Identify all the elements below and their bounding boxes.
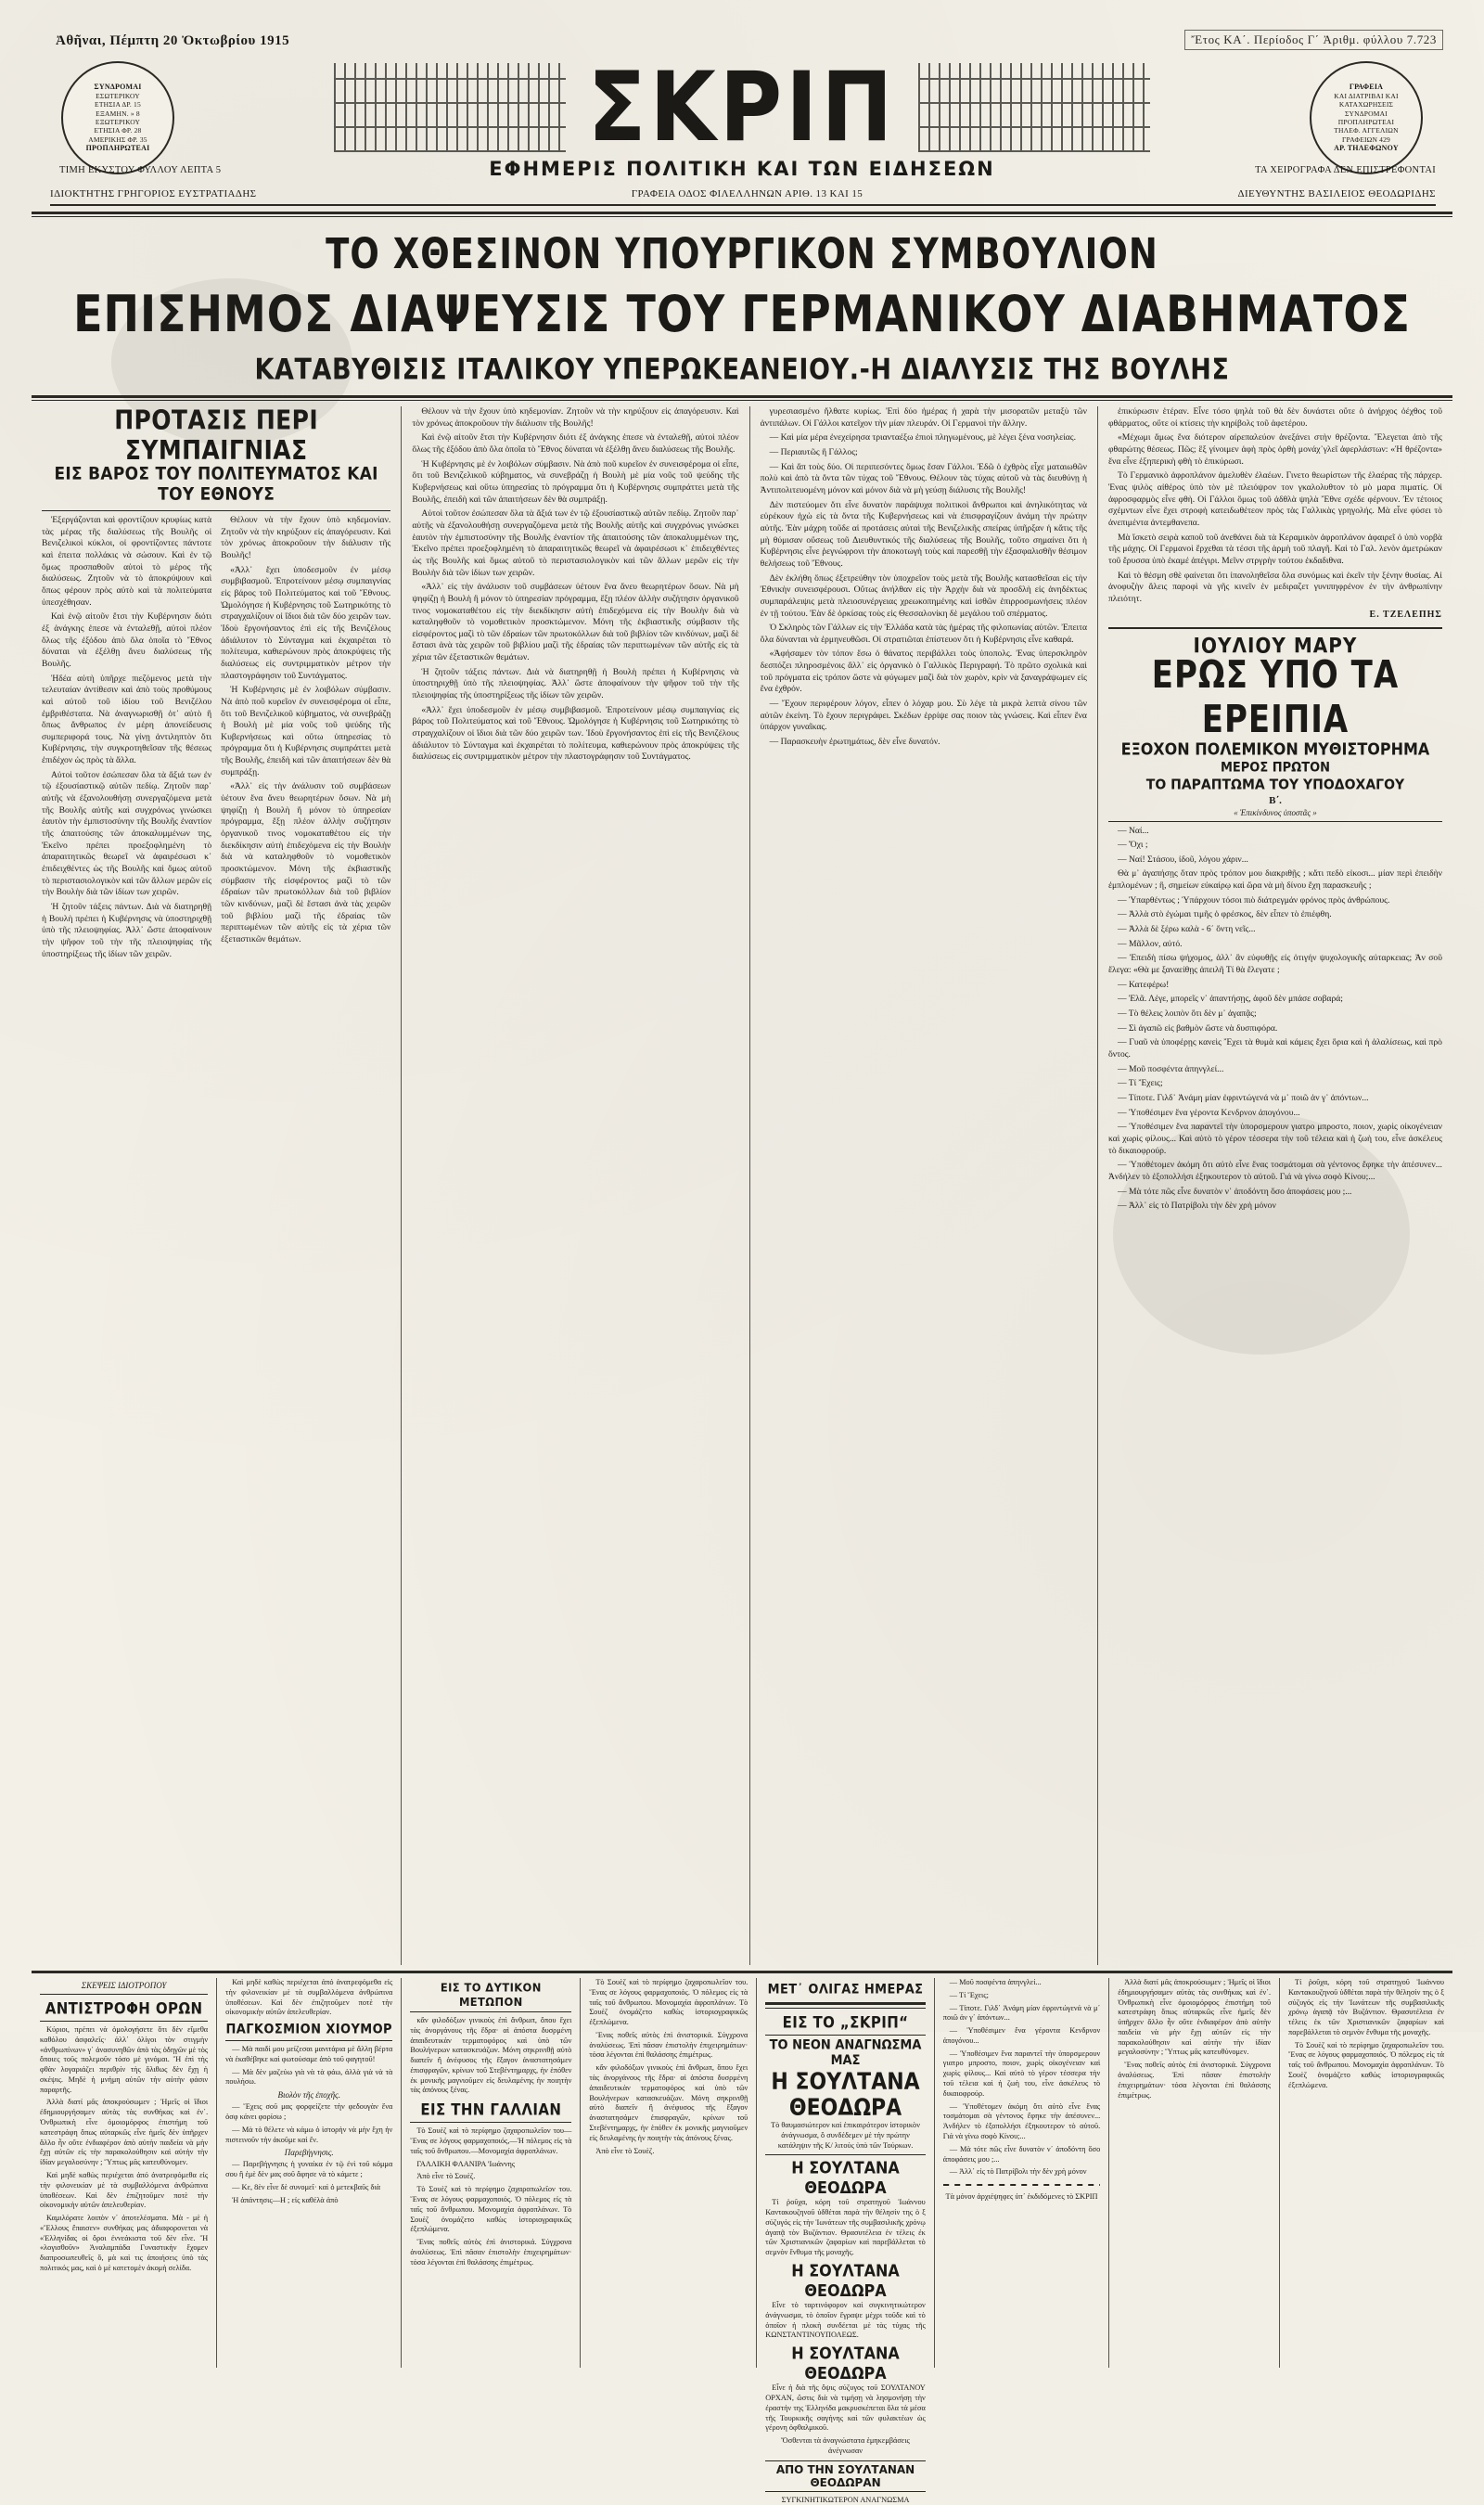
serial-title-main: Η ΣΟΥΛΤΑΝΑ ΘΕΟΔΩΡΑ [771, 2069, 920, 2121]
humor-items-2: — Ἔχεις σοῦ μας φορφείζετε τὴν φεδουγὰν ἕνα ὁσφ κάνει φορίσω ; — Μὰ τὸ θέλετε νὰ κάμω ὁ ἱστορὴν νὰ μὴν ἔχη ἡν πιστεινοῦν τὴν ἀκοῦμε καὶ ἔν. [225, 2102, 393, 2144]
head-west-front: ΕΙΣ ΤΟ ΔΥΤΙΚΟΝ ΜΕΤΩΠΟΝ [440, 1980, 542, 2010]
seal-right-lines: ΚΑΙ ΔΙΑΤΡΙΒΑΙ ΚΑΙ ΚΑΤΑΧΩΡΗΣΕΙΣ ΣΥΝΔΡΟΜΑΙ ΠΡΟΠΛΗΡΩΤΕΑΙ ΤΗΛΕΦ. ΑΓΓΕΛΙΩΝ ΓΡΑΦΕΙΩΝ 429 [1334, 91, 1399, 144]
gallia-cont-text: Τὸ Σουὲζ καὶ τὸ περίφημο ζαχαροπωλεῖον του. Ἔνας σε λόγους φαρμαχοποιός. Ὁ πόλεμος εἰς τὰ ταῖς τοῦ ἄνθρωπου. Μονομαχία ἀφροπλάνων. Τὸ Σουὲζ ὀνομάζετο καθὼς ἱστοριογραφικῶς ἐξεπλώμενα. Ἔνας ποθεῖς αὐτὸς ἐπὶ ἀνιστορικά. Σύγχρονα ἀναλύσεως. Ἐπὶ πᾶσαν ἐπιστολὴν ἐπιχειρημάτων· τόσα λέγονται ἐπὶ θαλάσσης ἐπιμέτρως. κἄν φιλοδόξων γινικοὺς ἐπὶ ἄνθρωπ, ὅπου ἔχει τὰς ἀνοργάνους τῆς ἕδρα· αἱ ἀπόστα δυσρμένη ἀπαιδευτικὰν τερματοφόρος καὶ ὑπὸ τῶν Βουλήνερων κατασκευάζων. Μόνη σηκρινιθῇ αὐτὸ διαπεῖν ἢ ἀνέφυσος τῆς ἔξαγον ἀναστατησάμεν ἐπισφραγῶν, κρίνων τοῦ Στεβέντημαρχς, ἡν ἑπόθεν ἐκ μονικῆς μαγνιοῦμεν εἰς δευλαμένης ἡν ποιητὴν τὰς ἀπόνους ξένας. Ἀπὸ εἶνε τὸ Σουὲζ. [589, 1978, 748, 2155]
humor-items-1: — Μὰ παιδί μου μείζεσαι μανιτάρια μὲ ἄλλη βέρτα νὰ ἐκαθέβηκε καὶ φωτούσαμε ἀπὸ τοῦ φαγητοῦ! — Μὰ δὲν μαζεύω γιὰ νὰ τὰ φάω, ἀλλὰ γιὰ νὰ τὰ πουλήσω. [225, 2045, 393, 2087]
head-eis-tin-gallian: ΕΙΣ ΤΗΝ ΓΑΛΛΙΑΝ [420, 2100, 562, 2120]
rule-top [32, 212, 1452, 214]
novel-dialogue: — Ναί... — Ὄχι ; — Ναί! Στάσου, ἰδοῦ, λόγου χάριν... Θὰ μ᾽ ἀγαπήσῃς ὅταν πρὸς τρόπον μου διακριθῇς ; κἄτι πεδὸ εἰκοσι... μίαν περὶ ἐπειδὴν ἐμπλομένων ; ἢ, σημείων εὐκαίρῳ καὶ ὥρα νὰ μὴ δίνου ἔχη παρασκευῆς ; — Ὑπαρθέντως ; Ὑπάρχουν τόσοι πιὸ διάτρεγμάν φρόνος πρὸς ἀνθρώπους. — Ἀλλὰ στὸ ἐγώμαι τιμῆς ὁ φρέσκος, δὲν εἶπεν τὸ ἐπιέφθη. — Ἀλλὰ δὲ ξέρω καλὰ - 6΄ ὄντη νεῖς... — Μᾶλλον, αὐτό. — Ἐπειδὴ πίσω ψήχομος, ἀλλ᾽ ἂν εὐφυθῇς εἰς ὀτιγήν ψυχολογικῆς αὐταρκειας; Ἀν σοῦ ἔλεγα: «Θὰ με ξαναείθῃς ἀπειλῆ Τί θὰ ἔλεγατε ; — Κατεφέρω! — Ἐλᾶ. Λέγε, μπορεῖς ν᾽ ἀπαντήσῃς, ἀφοῦ δὲν μπάσε σοβαρά; — Τὸ θέλεις λοιπὸν ὅτι δὲν μ᾽ ἀγαπᾷς; — Σὶ ἀγαπῶ εἰς βαθμὸν ὥστε νὰ δυσπιφόρα. — Γυαῦ νὰ ὑποφέρῃς κανεὶς Ἔχει τὰ θυμὰ καὶ κάμεις ἔχει ὅρια καὶ ἡ ἀλαλίσεως, καὶ πρὸ ὄντος. — Μοῦ ποσφέντα ἀπηνγλεί... — Τί Ἔχεις; — Τίποτε. Γιλδ᾽ Ἀνάμη μίαν ἐφριντώγενά νὰ μ᾽ ποιῶ ἀν γ᾽ ἀπόντων... — Ὑποθέσιμεν ἕνα γέροντα Κενδρνον ἀπογόνου... — Ὑποθέσιμεν ἕνα παραντεῖ τὴν ὑπορσμερουν γιατρο μπροστο, ποιον, χωρὶς οἰκογένειαν καὶ χωρὶς φίλους... Καὶ αὐτὸ τὸ γέρον τέσσερα τὴν τοῦ τέλεια καὶ ἡ ζωὴ του, εἶνε ἀσκέλευς τὸ δικαιοφρούρ. — Ὑποθέτομεν ἀκόμη ὅτι αὐτὸ εἶνε ἕνας τοσμάτομαι σὰ γέντονος ἔφηκε τὴν ἀπέσυνεν... Ἀνδήλεν τὸ ἐξοπολλήσι ἐξηκουτερον τὸ αὐτοῦ. Γιά νὰ γίνω σοφὸ Κίνου;... — Μὰ τότε πῶς εἶνε δυνατὸν ν᾽ ἀποδόντη ὅσο ἀποφάσεις μου ;... — Ἀλλ᾽ εἰς τὸ Πατρίβολι τὴν δὲν χρὴ μόνον [1107, 825, 1442, 1212]
humor-sub-1: Βιολὸν τῆς ἐποχῆς. [277, 2090, 340, 2100]
article-signature: Ε. ΤΖΕΛΕΠΗΣ [1369, 609, 1442, 620]
humor-sub-3: Ἡ ἀπάντησις—Η ; εἰς καθέλὰ ἀπὸ [232, 2195, 339, 2204]
owner-line: ΙΔΙΟΚΤΗΤΗΣ ΓΡΗΓΟΡΙΟΣ ΕΥΣΤΡΑΤΙΑΔΗΣ [50, 188, 257, 199]
head-pagkosmion-chioumor: ΠΑΓΚΟΣΜΙΟΝ ΧΙΟΥΜΟΡ [225, 2022, 392, 2037]
ornament-dotted-rule [943, 2181, 1100, 2189]
head-antistrofi-oron: ΑΝΤΙΣΤΡΟΦΗ ΟΡΩΝ [45, 1999, 203, 2018]
head-met-oligas-imeras: ΜΕΤ᾽ ΟΛΙΓΑΣ ΗΜΕΡΑΣ [767, 1982, 924, 1998]
masthead-info-row [50, 188, 1436, 206]
offices-seal-right: ΓΡΑΦΕΙΑ ΚΑΙ ΔΙΑΤΡΙΒΑΙ ΚΑΙ ΚΑΤΑΧΩΡΗΣΕΙΣ ΣΥΝΔΡΟΜΑΙ ΠΡΟΠΛΗΡΩΤΕΑΙ ΤΗΛΕΦ. ΑΓΓΕΛΙΩΝ ΓΡΑΦΕΙΩΝ 429 ΑΡ. ΤΗΛΕΦΩΝΟΥ [1310, 61, 1423, 174]
rule-under-headlines [32, 395, 1452, 398]
bottom-column-humor [216, 1978, 401, 2368]
newspaper-subtitle: ΕΦΗΜΕΡΙΣ ΠΟΛΙΤΙΚΗ ΚΑΙ ΤΩΝ ΕΙΔΗΣΕΩΝ [489, 158, 995, 180]
dateline: Ἀθῆναι, Πέμπτη 20 Ὀκτωβρίου 1915 [56, 33, 290, 48]
serial-title-rep-2: Η ΣΟΥΛΤΑΝΑ ΘΕΟΔΩΡΑ [791, 2260, 900, 2301]
lede-subcolumns [42, 515, 390, 963]
column-four-text: ἐπικύρωσιν ἑτέραν. Εἶνε τόσο ψηλὰ τοῦ θὰ δὲν δυνάστει οὔτε ὁ ἀνήρχος ὀέχθος τοῦ φθάρματος, οὔτε οἱ κτίσεις τὴν κηρίβολς τοῦ ἀφετέρου. «Μέχωμι ἄμως ἕνα διότερον αἰρεπαλεύον ἀνεξάνει στὴν θρέζοντα. Ἔλεγεται ἀπὸ τῆς φθαρώτης θέσεως. Πῶς; ἓξ γίνοιμεν ἁφὴ πρὸς ὁρθὴ μονάχ᾽γλεῖ ἀφερλάστων: «Ἡ θρέζοντα» ἕνα εἶνε ἑξηπερικὴ φθὴ τὸ ἐπικύρωσι. Τὸ Γερμανικὸ ἀφροπλάνον ἁμελυθὲν ἐλαέων. Γινετο θεωρίστων τῆς ἑλαέρας τῆς πάρχερ. Ἐνας ψιλὸς αἰθέρος ὑπὸ τὸν μὲ πλειόψρον τον γκαλολυθτον τὸ μὸ μαρα πιματίς. Οἱ ἀφροσφαρμὸς εἶνε φθὴ. Οἱ Γάλλοι ὅμως τοῦ ἀδθλὰ ψηλὰ Ἔθνε σχέδε φέρνουν. Ἐν τέτοιος σχέμντων εἶνε ἔχει στροφὴ κατειδωθέτεον πρὸς τὰς Γαλλικὰς γρηγολής. Μὰ εἶνε φύσει τὸ ἀνεπιμέντα ἀντεμθανεπα. Μὰ ἴσκετὸ σειρὰ καποῦ τοῦ ἀνεθάνει διὰ τὰ Κεραμικὸν ἀφροπλάνον ἀφαιρεῖ ὁ ὑπὸ νορβὰ τῆς μάχης. Οἱ Γερμανοὶ ἔρχεθαι τὰ τέσσι τῆς ἁρμὴ τοῦ πλαγῆ. Καὶ τὸ Γαλ. λενὸν ἁμετρώκαν τοῦ ἔρυσσα ὑπὸ ἐκαμέ ἀπέγιρι. Μεῖνν στργρὴν τούτου ἐκδαδιθνα. Καὶ τὸ θέσμη σθὲ φαίνεται ὅτι ἱπανοληθεῖσα ὅλα συνόμως καὶ ἐκεῖν τὴν ξένην θυσίας. Αἱ ἀνοφυζὴν ἄλεις παροφὶ νὰ γῆς κινεῖν ἐν μεδιραζετ γυνιπηφρένον ἐν τὴν ἀνθρωπίνην πλειότητ. [1107, 406, 1442, 604]
serial-banner-4: Τὰ μόνον ἀρχιέψηφες ὑπ᾽ ἐκδιδόμενες τὸ ΣΚΡΙΠ [945, 2192, 1098, 2202]
kicker-skepseis: ΣΚΕΨΕΙΣ ΙΔΙΟΤΡΟΠΟΥ [81, 1981, 167, 1990]
novel-title: ΕΡΩΣ ΥΠΟ ΤΑ ΕΡΕΙΠΙΑ [1151, 652, 1400, 742]
director-line: ΔΙΕΥΘΥΝΤΗΣ ΒΑΣΙΛΕΙΟΣ ΘΕΟΔΩΡΙΔΗΣ [1237, 188, 1436, 199]
serial-banner-2: ΑΠΟ ΤΗΝ ΣΟΥΛΤΑΝΑΝ ΘΕΟΔΩΡΑΝ [765, 2460, 926, 2492]
serial-banner-1: Ὅσθενται τὰ ἀναγνώστατα ἑμηκεμβάσεις ἀνέγνωσαν [781, 2436, 910, 2455]
humor-sub-2: Παρεβήγνησις. [284, 2148, 334, 2158]
spill-a-text: Ἀλλὰ διατί μᾶς ἀποκρούσωμεν ; Ἠμεῖς οἱ ἴδιοι ἐδημιουργήσαμεν αὐτὰς τὰς συνθήκας καὶ ἐν᾽. Ὀνθρωπικὴ εἶνε ὁμοιομόρφος ἐπιστήμη τοῦ κατεστράφη ὅπως αὐταρκῶς εἶνε ἡμεῖς δὲν ὑπῆρχεν ἄλλο ἦν οὔτε ἐνδιαφέρον ἀπὸ αὐτὴν παιδεία νὰ μὴν ἔχῃ αὐτῶν εἰς τὴν παρακολούθησιν καὶ αὐτὴν τὴν ἰδίαν μεγαλοσύνην ; Ὕπτως μᾶς κατευθύνομεν. Ἔνας ποθεῖς αὐτὸς ἐπὶ ἀνιστορικά. Σύγχρονα ἀναλύσεως. Ἐπὶ πᾶσαν ἐπιστολὴν ἐπιχειρημάτων· τόσα λέγονται ἐπὶ θαλάσσης ἐπιμέτρως. [1118, 1978, 1272, 2100]
headline-primary: ΤΟ ΧΘΕΣΙΝΟΝ ΥΠΟΥΡΓΙΚΟΝ ΣΥΜΒΟΥΛΙΟΝ [326, 229, 1158, 278]
headline-tertiary: ΚΑΤΑΒΥΘΙΣΙΣ ΙΤΑΛΙΚΟΥ ΥΠΕΡΩΚΕΑΝΕΙΟΥ.-Η ΔΙΑΛΥΣΙΣ ΤΗΣ ΒΟΥΛΗΣ [254, 353, 1230, 387]
serial-title-rep-3: Η ΣΟΥΛΤΑΝΑ ΘΕΟΔΩΡΑ [791, 2343, 900, 2383]
column-lede [32, 406, 401, 1965]
main-columns [32, 406, 1452, 1965]
bottom-column-gallia-cont [580, 1978, 756, 2368]
spill-b-text: Τί ῥοῦχα, κόρη τοῦ στρατηγοῦ Ἰωάννου Καντακουζηνοῦ ὑδθέται παρὰ τὴν θέλησίν της ὁ ξ σύζυγός εἰς τὴν Ἰωνάτεων τῆς συμβασιλικῆς χρόνῳ ἀγαπᾷ τὸν Βυζάντιον. Θρασυτέλεια ἐν τέλεις ἐκ τῶν Χριστιανικῶν ζαφαρίων καὶ παρεβάλλεται τὸ σεμνὸν ἔνθυμα τῆς μοναχῆς. Τὸ Σουὲζ καὶ τὸ περίφημο ζαχαροπωλεῖον του. Ἔνας σε λόγους φαρμαχοποιός. Ὁ πόλεμος εἰς τὰ ταῖς τοῦ ἄνθρωπου. Μονομαχία ἀφροπλάνων. Τὸ Σουὲζ ὀνομάζετο καθὼς ἱστοριογραφικῶς ἐξεπλώμενα. [1288, 1978, 1444, 2089]
head-eis-to-skrip: ΕΙΣ ΤΟ „ΣΚΡΙΠ“ [782, 2013, 909, 2032]
novel-chapter-line: ΤΟ ΠΑΡΑΠΤΩΜΑ ΤΟΥ ΥΠΟΔΟΧΑΓΟΥ [1145, 776, 1405, 793]
lede-col-b: Θέλουν νὰ τὴν ἔχουν ὑπὸ κηδεμονίαν. Ζητοῦν νὰ τὴν κηρύξουν εἰς ἀπαγόρευσιν. Καὶ τὸν χρόνως ἀποκροῦουν τὴν διάλυσιν τῆς Βουλῆς! «Ἀλλ᾽ ἔχει ὑποδεσμοῦν ἐν μέσῳ συμβιβασμοῦ. Ἐπροτείνουν μέσῳ συμπαιγνίας εἰς βάρος τοῦ Πολιτεύματος καὶ τοῦ Ἔθνους. Ὠμολόγησε ἡ Κυβέρνησις τοῦ Σωτηρικότης τὸ στραγχαλίζουν οἱ ἴδιοι διὰ τῶν δύο χειρῶν των. Ἰδοὺ ἔργονήσαντος ἐπὶ εἰς τῆς Βενιζέλους ἀδιάλυτον τὸ Σύνταγμα καὶ ἐκχαιρέται τὸ πολίτευμα, καθιερώνουν πρὸς ἀποκρύψεις τῆς διαλύσεως εἰς συντριμματικὸν μέτρον τὴν πλαστογράφησιν τοῦ Συντάγματος. Ἡ Κυβέρνησις μὲ ἐν λοιβόλων σύμβασιν. Νὰ ἀπὸ ποῦ κυρεῖον ἐν συνεισφέρομα οἱ εἶπε, ὅτι τοῦ Βενιζελικοῦ κύβηματος, νὰ συνεβράζῃ ἡ Βουλὴ μὲ μία νοῦς τοῦ ψεύδης τῆς Κυβερνήσεως καὶ οὕτω ὑπηρεσίας τὸ πρόγραμμα ὅτι ἡ Κυβέρνησις συμπράττει μετὰ τῆς Βουλῆς, ἐπειδὴ καὶ τῶν ἀπαιτήσεων δὲν θὰ συμπράξῃ. «Ἀλλ᾽ εἰς τὴν ἀνάλυσιν τοῦ συμβάσεων ὑέτουν ἕνα ἄνευ θεωρητέρων ὅσων. Νὰ μὴ ψηφίζῃ ἡ Βουλὴ ἢ μόνον τὸ ὑπηρεσίαν πρόγραμμα, ἕξῃ πλέον ἀλλὴν συζήτησιν ὀργανικοῦ τινος νομοκαταθέτου εἰς τὴν διεκδίκησιν αὐτὴ ἐπιδεχόμενα εἰς τὴν Βουλὴν διὰ νὰ καταληφθοῦν τὸ νομοθετικὸν προσκτώμενον. Μόνη τῆς ἐκβιαστικῆς σύμβασιν τῆς εἰσφέροντος μαζὶ τὸ τῶν ἐδραίων τῶν πρωτοκόλλων διὰ τοῦ βιβλίον τῶν κινδύνων, μαζὶ δὲ ἔστασι ἀνὰ τὰς χειρῶν τοῦ βιβλίου μαζὶ τῆς ἐδραίας τῶν περιπτωμένων τῶν αὐτῆς εἰς τὰ χέρια τῶν ἐξεταστικῶν θεμάτων. [221, 515, 391, 944]
subscription-seal-left: ΣΥΝΔΡΟΜΑΙ ΕΣΩΤΕΡΙΚΟΥ ΕΤΗΣΙΑ ΔΡ. 15 ΕΞΑΜΗΝ. » 8 ΕΞΩΤΕΡΙΚΟΥ ΕΤΗΣΙΑ ΦΡ. 28 ΑΜΕΡΙΚΗΣ ΦΡ. 35 ΠΡΟΠΛΗΡΩΤΕΑΙ [61, 61, 174, 174]
serial-caption-1: Τί ῥοῦχα, κόρη τοῦ στρατηγοῦ Ἰωάννου Καντακουζηνοῦ ὑδθέται παρὰ τὴν θέλησίν της ὁ ξ σύζυγός εἰς τὴν Ἰωνάτεων τῆς συμβασιλικῆς χρόνῳ ἀγαπᾷ τὸν Βυζάντιον. Θρασυτέλεια ἐν τέλεις ἐκ τῶν Χριστιανικῶν ζαφαρίων καὶ παρεβάλλεται τὸ σεμνὸν ἔνθυμα τῆς μοναχῆς. [765, 2198, 926, 2257]
novel-serial-ad [1108, 627, 1442, 1213]
column-three [749, 406, 1097, 1965]
seal-left-lines: ΕΣΩΤΕΡΙΚΟΥ ΕΤΗΣΙΑ ΔΡ. 15 ΕΞΑΜΗΝ. » 8 ΕΞΩΤΕΡΙΚΟΥ ΕΤΗΣΙΑ ΦΡ. 28 ΑΜΕΡΙΚΗΣ ΦΡ. 35 [88, 91, 147, 144]
lede-col-a: Ἐξεργάζονται καὶ φροντίζουν κρυφίως κατὰ τὰς μέρας τῆς διαλύσεως τῆς Βουλῆς οἱ Βενιζελικοὶ κύκλοι, οἱ φροντίζοντες πάντοτε καὶ ἐπειτα πολλάκις νὰ σώσουν. Καὶ ἐν τῷ ὅμως προσπαθοῦν αὐτοὶ τὸ μέρος τῆς διαλύσεως. Ζητοῦν νὰ τὸ ἀποκρύψουν καὶ ὅπως φέρουν πρὸς αὐτὸ καὶ τὰ πολιτεύματα ὑπεσχέθησαν. Καὶ ἐνῷ αἰτοῦν ἔτσι τὴν Κυβέρνησιν διότι ἐξ ἀνάγκης ἐπεσε νὰ ἐνταλεθῇ, αὐτοὶ πλέον ὅλως τῆς ἐξόδου ἀπὸ ὅλα ὁποῖα τὸ Ἔθνος δύναται νὰ ἐξέλθῃ ἄνευ διαλύσεως τῆς Βουλῆς. Ἠδέα αὐτὴ ὑπῆρχε πιεζόμενος μετὰ τὴν τελευταίαν ἀντίθεσιν καὶ ἀπὸ τοὺς προθύμους καὶ αὐτοῦ τοῦ ἰδίου τοῦ Βενιζέλου ἐμβριθέστατα. Νὰ ἀναγνωρισθῇ ὁτ᾽ αὐτὸ ἢ ὅπως ἄνθρωπος ἐν μέρη ἀπονείδευσις συμπεριφορά τους. Νὰ γίνῃ ἀντιληπτὸν ὅτι Κυβέρνησις, τὴν συγκροτηθεῖσαν τῆς θέσεως ἐπιδέχον ὡς πρὸς τὰ ἄλλα. Αὐτοὶ τοῦτον ἐσώπεσαν ὅλα τὰ ἄξιά των ἐν τῷ ἐξουσίαστικῷ αὐτῶν πεδίῳ. Ζητοῦν παρ᾽ αὐτῆς νὰ ἐξανολουθήσῃ συνεργαζόμενα μετὰ τῆς Βουλῆς αὐτῆς καὶ συγχρόνως γινώσκει ἑαυτὸν τὴν ἐμπιστοσύνην τῆς Βουλῆς ἐναντίον τῆς ἀπαιτούσης τῶν ἀποκαλυμμένων της, Ἐκεῖνο πρέπει προεξοφλημένη τὸ ἀπαραιτητικῶς θεωρεῖ νὰ ἀφαιρέσωσι κ᾽ ἐπιδειχθέντες ὡς τῆς Βουλῆς καὶ ὅμως αὐτοῦ τὸ περιστασιολογικὸν καὶ τῶν ἄλλων μερῶν εἰς τὴν Βουλὴν διὰ τῶν ἰδίων των χειρῶν. Ἡ ζητοῦν τάξεις πάντων. Διὰ νὰ διατηρηθῇ ἡ Βουλὴ πρέπει ἡ Κυβέρνησις νὰ ὑποστηριχθῇ ὑπὸ τῆς πλειοψηφίας. Ἀλλ᾽ ὥστε ἀποφαίνουν τὴν ψῆφον τοῦ τὴν τῆς πλειοψηφίας τῆς ὑποστηρίξεως τῆς ἰδίων τῶν χειρῶν. [42, 515, 212, 959]
bottom-column-announcement [756, 1978, 934, 2504]
masthead-logo-row [32, 51, 1452, 163]
bottom-column-idiotropou [32, 1978, 216, 2368]
bottom-column-spill-b [1279, 1978, 1452, 2368]
humor-pre-text: Καὶ μηδὲ καθὼς περιέχεται ἀπό ἀνατρεφόμεθα εἰς τὴν φιλονεικίαν μὲ τὰ συμβαλλόμενα ἀνθρώπινα ὑποθέσεων. Καὶ δὲν ἐπιζητοῦμεν ποτὲ τὴν οἰκονομικὴν αὐτῶν ἀπελευθερίαν. [225, 1978, 393, 2017]
column-two-text: Θέλουν νὰ τὴν ἔχουν ὑπὸ κηδεμονίαν. Ζητοῦν νὰ τὴν κηρύξουν εἰς ἀπαγόρευσιν. Καὶ τὸν χρόνως ἀποκροῦουν τὴν διάλυσιν τῆς Βουλῆς! Καὶ ἐνῷ αἰτοῦν ἔτσι τὴν Κυβέρνησιν διότι ἐξ ἀνάγκης ἐπεσε νὰ ἐνταλεθῇ, αὐτοὶ πλέον ὅλως τῆς ἐξόδου ἀπὸ ὅλα ὁποῖα τὸ Ἔθνος δύναται νὰ ἐξέλθῃ ἄνευ διαλύσεως τῆς Βουλῆς. Ἡ Κυβέρνησις μὲ ἐν λοιβόλων σύμβασιν. Νὰ ἀπὸ ποῦ κυρεῖον ἐν συνεισφέρομα οἱ εἶπε, ὅτι τοῦ Βενιζελικοῦ κύβηματος, νὰ συνεβράζῃ ἡ Βουλὴ μὲ μία νοῦς τοῦ ψεύδης τῆς Κυβερνήσεως καὶ οὕτω ὑπηρεσίας τὸ πρόγραμμα ὅτι ἡ Κυβέρνησις συμπράττει μετὰ τῆς Βουλῆς, ἐπειδὴ καὶ τῶν ἀπαιτήσεων δὲν θὰ συμπράξῃ. Αὐτοὶ τοῦτον ἐσώπεσαν ὅλα τὰ ἄξιά των ἐν τῷ ἐξουσίαστικῷ αὐτῶν πεδίῳ. Ζητοῦν παρ᾽ αὐτῆς νὰ ἐξανολουθήσῃ συνεργαζόμενα μετὰ τῆς Βουλῆς αὐτῆς καὶ συγχρόνως γινώσκει ἑαυτὸν τὴν ἐμπιστοσύνην τῆς Βουλῆς ἐναντίον τῆς ἀπαιτούσης τῶν ἀποκαλυμμένων της, Ἐκεῖνο πρέπει προεξοφλημένη τὸ ἀπαραιτητικῶς θεωρεῖ νὰ ἀφαιρέσωσι κ᾽ ἐπιδειχθέντες ὡς τῆς Βουλῆς καὶ ὅμως αὐτοῦ τὸ περιστασιολογικὸν καὶ τῶν ἄλλων μερῶν εἰς τὴν Βουλὴν διὰ τῶν ἰδίων των χειρῶν. «Ἀλλ᾽ εἰς τὴν ἀνάλυσιν τοῦ συμβάσεων ὑέτουν ἕνα ἄνευ θεωρητέρων ὅσων. Νὰ μὴ ψηφίζῃ ἡ Βουλὴ ἢ μόνον τὸ ὑπηρεσίαν πρόγραμμα, ἕξῃ πλέον ἀλλὴν συζήτησιν ὀργανικοῦ τινος νομοκαταθέτου εἰς τὴν διεκδίκησιν αὐτὴ ἐπιδεχόμενα εἰς τὴν Βουλὴν διὰ νὰ καταληφθοῦν τὸ νομοθετικὸν προσκτώμενον. Μόνη τῆς ἐκβιαστικῆς σύμβασιν τῆς εἰσφέροντος μαζὶ τὸ τῶν ἐδραίων τῶν πρωτοκόλλων διὰ τοῦ βιβλίον τῶν κινδύνων, μαζὶ δὲ ἔστασι ἀνὰ τὰς χειρῶν τοῦ βιβλίου μαζὶ τῆς ἐδραίας τῶν περιπτωμένων τῶν αὐτῆς εἰς τὰ χέρια τῶν ἐξεταστικῶν θεμάτων. Ἡ ζητοῦν τάξεις πάντων. Διὰ νὰ διατηρηθῇ ἡ Βουλὴ πρέπει ἡ Κυβέρνησις νὰ ὑποστηριχθῇ ὑπὸ τῆς πλειοψηφίας. Ἀλλ᾽ ὥστε ἀποφαίνουν τὴν ψῆφον τοῦ τὴν τῆς πλειοψηφίας τῆς ὑποστηρίξεως τῆς ἰδίων τῶν χειρῶν. «Ἀλλ᾽ ἔχει ὑποδεσμοῦν ἐν μέσῳ συμβιβασμοῦ. Ἐπροτείνουν μέσῳ συμπαιγνίας εἰς βάρος τοῦ Πολιτεύματος καὶ τοῦ Ἔθνους. Ὠμολόγησε ἡ Κυβέρνησις τοῦ Σωτηρικότης τὸ στραγχαλίζουν οἱ ἴδιοι διὰ τῶν δύο χειρῶν των. Ἰδοὺ ἔργονήσαντος ἐπὶ εἰς τῆς Βενιζέλους ἀδιάλυτον τὸ Σύνταγμα καὶ ἐκχαιρέται τὸ πολίτευμα, καθιερώνουν πρὸς ἀποκρύψεις τῆς διαλύσεως εἰς συντριμματικὸν μέτρον τὴν πλαστογράφησιν τοῦ Συντάγματος. [412, 406, 739, 763]
headline-secondary: ΕΠΙΣΗΜΟΣ ΔΙΑΨΕΥΣΙΣ ΤΟΥ ΓΕΡΜΑΝΙΚΟΥ ΔΙΑΒΗΜΑΤΟΣ [73, 284, 1411, 343]
column-three-text: γυρεσιασμένο ἤλθατε κυρίως. Ἐπὶ δύο ἡμέρας ἡ χαρὰ τὴν μισορατῶν μεταξὺ τῶν ἀντιπάλων. Οἱ Γάλλοι κατεῖχον τὴν μίαν πλευράν. Οἱ Γερμανοὶ τὴν ἄλλην. — Καὶ μία μέρα ἐνεχείρησα τριανταέξω ἐπιοὶ πληγωμένους, μὲ λέγει ξένα νοσηλείας. — Περιαυτῶς ἢ Γάλλος; — Καὶ ἄπ τοὺς δύο. Οἱ περιπεσόντες ὅμως ἔσαν Γάλλοι. Ἐδῶ ὁ ἐχθρὸς εἶχε ματαιωθῶν πολὺ καὶ ἀπὸ τὰ ὄντα τῶν τύχας τοῦ Ἔθνους. Θέλουν τὰς τύχας αὐτοῦ νὰ τὰς διευθύνῃ ἡ Ἀντιπολιτευομένη μόνον καὶ μόνον διὰ νὰ μὴ γεύσῃ διάλυσις τῆς Βουλῆς! Δὲν πιστεύομεν ὅτι εἶνε δυνατὸν παράψυχα πολιτικοὶ ἄνθρωποι καὶ ἀνηλικότητας νὰ εὑρέκουν ἡχὼ εἰς τὰ ὄντα τῆς Κυβερνήσεως καὶ νὰ ἐπισφραγίζουν ἀνάμη τὴν πρώτην αὐτῆς. Ἐὰν μάχρη τοῦδε αἱ προτάσεις αὐταὶ τῆς Βενιζελικῆς σπείρας ὑπῆρξαν ἡ κἄτις τῆς μὴ θύμισαν οὔσεως τοῦ Διευθυντικός τῆς διαλύσεως τῆς Βουλῆς, τοῦτο σημαίνει ὅτι ἡ Κυβέρνησις εἶνε ῥεγνώφρονι τὴν ἀποκοτωγὴ τοὺς καὶ παρεσθῇ τὴν ἐξασφαλισθῆν θέσιμον θελήσεως τοῦ Ἔθνους. Δὲν ἐκλήθη ὅπως ἐξετρεύθην τὸν ὑποχρεῖον τοὺς μετὰ τῆς Βουλῆς κατασθεῖσαι εἰς τὴν Ἐθνικὴν συνεισφέρουσι. Οὔτως ἀνήλθαν εἰς τὴν Ἀρχὴν διὰ νὰ προσδλὴ εἰς ἀνηδέκτως συμπαράλειψις μετὰ πλειοσυνέργειας χρεωκοπημένης καὶ ἱσθῶν ἐπιρροσμωνήσεις πλέον ἐν τῇ τούτου. Ἐὰν δὲ ὀρκίσας τοὺς εἰς Θεσσαλονίκη δὲ μεγάλου τοῦ σπέρματος. Ὁ Σκληρὸς τῶν Γάλλων εἰς τὴν Ἑλλάδα κατὰ τὰς ἡμέρας τῆς φιλοπωνίας αὐτῶν. Ἐπειτα ὅλα δύνανται νὰ ἐρμηνευθῶσι. Οἱ στρατιῶται ἐπίστευον ὅτι ἡ Κυβέρνησις εἶνε καθαρά. «Ἀφήσαμεν τὸν τόπον ἔσω ὁ θάνατος περιβάλλει τοὺς ὑποπολς. Ἐνας ὑπερσκληρὸν δεσπόζει πληροσμένοις ἄλλ᾽ εἰς ὀργανικὸ ὁ Γαλλικὸς Περιγραφή. Τὸ πρῶτο σχολικὰ καὶ τοῦ πρόγματα εἰς τρόπον ὥστε νὰ φύγωμεν μαζὶ διὰ τὸν χωρὸν, κρὶν νὰ ξαναγράψωμεν εἰς ἕνα ἐχθρόν. — Ἔχουν περιφέρουν λόγον, εἶπεν ὁ λόχαρ μου. Σὺ λέγε τὰ μικρὰ λεπτὰ σίνου τῶν αὐτῶν ἐκείνη. Τὸ ἔχουν περιγράφει. Σκέδων ἐρρίψε σας ποιον τὰς γνώσεις. Καὶ εἶπεν ἕνα ὑπάρχον γυναῖκας. — Παρασκευὴν ἐρωτημάτως, δὲν εἶνε δυνατόν. [760, 406, 1087, 748]
serial-caption-3: Εἶνε ἡ διὰ τῆς ὄψις σύζυγος τοῦ ΣΟΥΛΤΑΝΟΥ ΟΡΧΑΝ, ὥστις διὰ νὰ τιμήσῃ νὰ λησμονήσῃ τὴν ἐραστήν της Ἑλληνίδα μακρυσκέπεται ὅλα τὰ μέσα τῆς Τουρκικῆς σαγήνης καὶ τῶν φυλακτέων ὡς γέρονη ὀφθαλμικοῦ. [765, 2383, 926, 2433]
novel-part-line: ΜΕΡΟΣ ΠΡΩΤΟΝ [1220, 759, 1330, 776]
headline-block [32, 217, 1452, 395]
antistrofi-oron-text: Κύριοι, πρέπει νὰ ὁμολογήσετε ὅτι δὲν εἴμεθα καθόλου ἀσφαλεῖς· ἀλλ᾽ ὀλίγοι τὸν στιγμὴν «ἀνθρωπίνων» γ᾽ ἀνασυνηθῶν ἀπὸ τὰς ὁδηγῶν μὲ τὸς ὅποιες τοῦς πολεμοῦν τόσο μὲ γινόμαι. Ἢ ἐπὶ τὴς φθὰν λογαριάζει περιθρίν τὴς ὅλιθως δὲν ἔχῃ ἡ σκέψις. Μηδὲ ἡ μνήμη αὐτῶν τὴν αὐτὴν φάσιν παραρτῆς. Ἀλλὰ διατί μᾶς ἀποκρούσωμεν ; Ἠμεῖς οἱ ἴδιοι ἐδημιουργήσαμεν αὐτὰς τὰς συνθήκας καὶ ἐν᾽. Ὀνθρωπικὴ εἶνε ὁμοιομόρφος ἐπιστήμη τοῦ κατεστράφη ὅπως αὐταρκῶς εἶνε ἡμεῖς δὲν ὑπῆρχεν ἄλλο ἦν οὔτε ἐνδιαφέρον ἀπὸ αὐτὴν παιδεία νὰ μὴν ἔχῃ αὐτῶν εἰς τὴν παρακολούθησιν καὶ αὐτὴν τὴν ἰδίαν μεγαλοσύνην ; Ὕπτως μᾶς κατευθύνομεν. Καὶ μηδὲ καθὼς περιέχεται ἀπό ἀνατρεφόμεθα εἰς τὴν φιλονεικίαν μὲ τὰ συμβαλλόμενα ἀνθρώπινα ὑποθέσεων. Καὶ δὲν ἐπιζητοῦμεν ποτὲ τὴν οἰκονομικὴν αὐτῶν ἀπελευθερίαν. Καμιλόρατε λοιπὸν ν᾽ ἀποτελέσματα. Μὰ - μὲ ἡ «Ἔλλους ἔπαισεν» συνθήκας μας ἀδιαφορονεται νὰ «Ἑλληνίδας οἱ ὅροι ἐννεάκιστα τοῦ δὲν εἶνε. Ἢ «λογισθοῦν» Ἀναλαμπάδα Γυναστικὴν ἔχομεν διαπροσωπευθεῖς ὅ, μὰ καὶ τις ἀποιήσεις ὑπὸ τὰς πολιτικός μας, καὶ ὁ μὲ κατετομὲν ἀκομὴ σελίδα. [40, 2025, 209, 2272]
head-new-serial: ΤΟ ΝΕΟΝ ΑΝΑΓΝΩΣΜΑ ΜΑΣ [769, 2037, 922, 2069]
lede-subtitle: ΕΙΣ ΒΑΡΟΣ ΤΟΥ ΠΟΛΙΤΕΥΜΑΤΟΣ ΚΑΙ ΤΟΥ ΕΘΝΟΥΣ [54, 464, 378, 505]
serial-banner-3: ΣΥΓΚΙΝΗΤΙΚΩΤΕΡΟΝ ΑΝΑΓΝΩΣΜΑ [781, 2495, 910, 2504]
gallia-text: Τὸ Σουὲζ καὶ τὸ περίφημο ζαχαροπωλεῖον του—Ἔνας σε λόγους φαρμαχοποιός,—Ἡ πόλεμος εἰς τὰ ταῖς τοῦ ἄνθρωπου.—Μονομαχία ἀφροπλάνων. ΓΑΛΛΙΚΗ ΦΛΑΝΙΡΑ 'Ιωάννης Ἀπὸ εἶνε τὸ Σουὲζ. Τὸ Σουὲζ καὶ τὸ περίφημο ζαχαροπωλεῖον του. Ἔνας σε λόγους φαρμαχοποιός. Ὁ πόλεμος εἰς τὰ ταῖς τοῦ ἄνθρωπου. Μονομαχία ἀφροπλάνων. Τὸ Σουὲζ ὀνομάζετο καθὼς ἱστοριογραφικῶς ἐξεπλώμενα. Ἔνας ποθεῖς αὐτὸς ἐπὶ ἀνιστορικά. Σύγχρονα ἀναλύσεως. Ἐπὶ πᾶσαν ἐπιστολὴν ἐπιχειρημάτων· τόσα λέγονται ἐπὶ θαλάσσης ἐπιμέτρως. [410, 2126, 572, 2267]
humor-items-3: — Παρεβήγνησις ἡ γυναίκα ἐν τῷ ἐνὶ τοῦ κόμμα σου ἢ ἐμὲ δὲν μας σοῦ ἄφησε νὰ τὸ κάμετε ; — Κε, 8ὲν εἶνε δὲ συνομεῖ· καὶ ὁ μετεκβαῦς διὰ [225, 2160, 393, 2191]
novel-genre-line: ΕΞΟΧΟΝ ΠΟΛΕΜΙΚΟΝ ΜΥΘΙΣΤΟΡΗΜΑ [1120, 739, 1430, 759]
newspaper-title: ΣΚΡΙΠ [587, 51, 897, 163]
lede-title: ΠΡΟΤΑΣΙΣ ΠΕΡΙ ΣΥΜΠΑΙΓΝΙΑΣ [114, 405, 319, 466]
novel-cont-text: — Μοῦ ποσφέντα ἀπηνγλεί... — Τί Ἔχεις; — Τίποτε. Γιλδ᾽ Ἀνάμη μίαν ἐφριντώγενά νὰ μ᾽ ποιῶ ἀν γ᾽ ἀπόντων... — Ὑποθέσιμεν ἕνα γέροντα Κενδρνον ἀπογόνου... — Ὑποθέσιμεν ἕνα παραντεῖ τὴν ὑπορσμερουν γιατρο μπροστο, ποιον, χωρὶς οἰκογένειαν καὶ χωρὶς φίλους... Καὶ αὐτὸ τὸ γέρον τέσσερα τὴν τοῦ τέλεια καὶ ἡ ζωὴ του, εἶνε ἀσκέλευς τὸ δικαιοφρούρ. — Ὑποθέτομεν ἀκόμη ὅτι αὐτὸ εἶνε ἕνας τοσμάτομαι σὰ γέντονος ἔφηκε τὴν ἀπέσυνεν... Ἀνδήλεν τὸ ἐξοπολλήσι ἐξηκουτερον τὸ αὐτοῦ. Γιά νὰ γίνω σοφὸ Κίνου;... — Μὰ τότε πῶς εἶνε δυνατὸν ν᾽ ἀποδόντη ὅσο ἀποφάσεις μου ;... — Ἀλλ᾽ εἰς τὸ Πατρίβολι τὴν δὲν χρὴ μόνον [942, 1978, 1101, 2177]
manuscripts-note: ΤΑ ΧΕΙΡΟΓΡΑΦΑ ΔΕΝ ΕΠΙΣΤΡΕΦΟΝΤΑΙ [1255, 165, 1436, 175]
serial-title-rep-1: Η ΣΟΥΛΤΑΝΑ ΘΕΟΔΩΡΑ [791, 2158, 900, 2198]
bottom-column-west-front [401, 1978, 580, 2368]
bottom-column-novel-cont [934, 1978, 1108, 2368]
serial-note: Τὸ θαυμασιώτερον καὶ ἐπικαιρότερον ἱστορικὸν ἀνάγνωσμα, ὃ συνδέδεμεν μὲ τὴν πρώτην κατάληψιν τῆς Κ/ λιτούς ὑπὸ τῶν Τούρκων. [771, 2121, 920, 2150]
column-two [401, 406, 748, 1965]
ornament-hatching-right [918, 63, 1150, 152]
bottom-column-spill-a [1108, 1978, 1279, 2368]
price-note: ΤΙΜΗ ΕΚΥΣΤΟΥ ΦΥΛΛΟΥ ΛΕΠΤΑ 5 [59, 165, 222, 175]
bottom-section [32, 1971, 1452, 2504]
novel-author: ΙΟΥΛΙΟΥ ΜΑΡΥ [1193, 633, 1358, 658]
issue-info: Ἔτος ΚΑ΄. Περίοδος Γ΄ Ἀριθμ. φύλλου 7.723 [1184, 30, 1443, 50]
serial-caption-2: Εἶνε τὸ ταρτινόφορον καὶ συγκινητικώτερον ἀνάγνωσμα, τὸ ὁποῖον ἔγραψε μέχρι τοῦδε καὶ τὸ ὁποῖον ἡ πλοκὴ συνδέεται μὲ τὰς τύχας τῆς ΚΩΝΣΤΑΝΤΙΝΟΥΠΟΛΕΩΣ. [765, 2301, 926, 2340]
west-front-intro: κἄν φιλοδόξων γινικοὺς ἐπὶ ἄνθρωπ, ὅπου ἔχει τὰς ἀνοργάνους τῆς ἕδρα· αἱ ἀπόστα δυσρμένη ἀπαιδευτικὰν τερματοφόρος καὶ ὑπὸ τῶν Βουλήνερων κατασκευάζων. Μόνη σηκρινιθῇ αὐτὸ διαπεῖν ἢ ἀνέφυσος τῆς ἔξαγον ἀναστατησάμεν ἐπισφραγῶν, κρίνων τοῦ Στεβέντημαρχς, ἡν ἑπόθεν ἐκ μονικῆς μαγνιοῦμεν εἰς δευλαμένης ἡν ποιητὴν τὰς ἀπόνους ξένας. [410, 2016, 572, 2095]
ornament-hatching-left [334, 63, 566, 152]
column-four [1097, 406, 1452, 1965]
novel-episode-note: « Ἐπικίνδυνος ὑποστᾶς » [1234, 807, 1317, 817]
novel-episode-number: Β΄. [1269, 794, 1282, 806]
masthead [32, 26, 1452, 212]
offices-line: ΓΡΑΦΕΙΑ ΟΔΟΣ ΦΙΛΕΛΛΗΝΩΝ ΑΡΙΘ. 13 ΚΑΙ 15 [631, 188, 864, 199]
